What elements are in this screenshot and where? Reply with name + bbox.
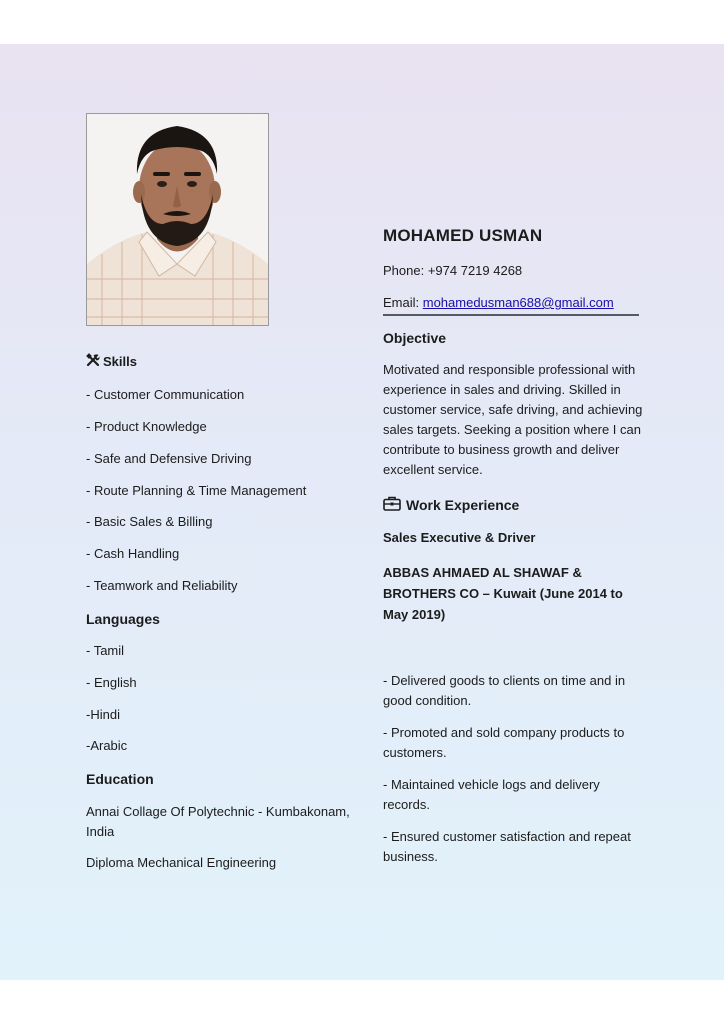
skill-item: - Product Knowledge (86, 419, 207, 434)
education-institution: Annai Collage Of Polytechnic - Kumbakonam, India (86, 804, 350, 839)
skill-item: - Safe and Defensive Driving (86, 451, 252, 466)
skill-item: - Basic Sales & Billing (86, 514, 213, 529)
skill-item: - Cash Handling (86, 546, 180, 561)
tools-icon (86, 353, 100, 373)
header-divider (383, 314, 639, 316)
skills-heading (86, 352, 137, 373)
objective-text: Motivated and responsible professional with experience in sales and driving. Skilled in customer service, safe driving, and achieving sales targets. Seeking a position where I can contribute to business growth and deliver excellent service. (383, 362, 643, 477)
language-item: - English (86, 675, 137, 690)
profile-photo-illustration (87, 114, 268, 325)
duty-item: - Delivered goods to clients on time and in good condition. (383, 673, 626, 708)
duty-item: - Promoted and sold company products to customers. (383, 725, 625, 760)
duty-item: - Ensured customer satisfaction and repeat business. (383, 829, 631, 864)
briefcase-icon (383, 496, 401, 516)
work-experience-label: Work Experience (406, 497, 520, 513)
phone-number: Phone: +974 7219 4268 (383, 263, 523, 278)
language-item: -Hindi (86, 707, 120, 722)
education-degree: Diploma Mechanical Engineering (86, 855, 277, 870)
email-link[interactable]: mohamedusman688@gmail.com (422, 295, 614, 310)
email-line (383, 293, 614, 313)
email-label: Email: (383, 295, 423, 310)
language-item: - Tamil (86, 643, 125, 658)
skill-item: - Route Planning & Time Management (86, 483, 307, 498)
duty-item: - Maintained vehicle logs and delivery records. (383, 777, 600, 812)
objective-heading: Objective (383, 330, 447, 346)
job-role: Sales Executive & Driver (383, 530, 536, 545)
candidate-name: MOHAMED USMAN (383, 226, 543, 245)
skills-label: Skills (103, 354, 137, 369)
education-heading: Education (86, 771, 154, 787)
company-details: ABBAS AHMAED AL SHAWAF & BROTHERS CO – Kuwait (June 2014 to May 2019) (383, 565, 623, 622)
profile-photo (86, 113, 269, 326)
languages-heading: Languages (86, 611, 160, 627)
work-experience-heading (383, 495, 519, 516)
language-item: -Arabic (86, 738, 128, 753)
skill-item: - Customer Communication (86, 387, 245, 402)
skill-item: - Teamwork and Reliability (86, 578, 238, 593)
